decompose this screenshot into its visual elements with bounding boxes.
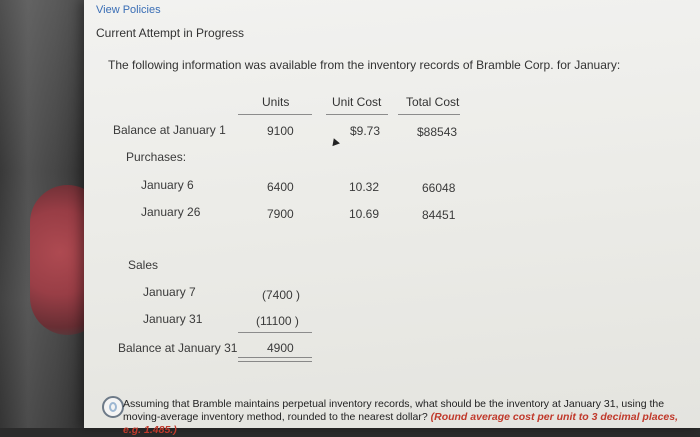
units-header-rule (238, 114, 312, 115)
balance-jan1-total-cost: $88543 (417, 125, 458, 139)
total-cost-header: Total Cost (406, 95, 460, 109)
question-line-2 (123, 411, 693, 437)
help-icon[interactable] (102, 396, 124, 418)
problem-intro: The following information was available from the inventory records of Bramble Corp. for January: (108, 58, 621, 72)
jan26-unit-cost: 10.69 (349, 207, 380, 221)
rounding-instruction: (Round average cost per unit to 3 decimal places, e.g. 1.485.) (123, 411, 679, 436)
unit-cost-header-rule (326, 114, 388, 115)
balance-jan1-unit-cost: $9.73 (350, 124, 381, 138)
jan6-units: 6400 (267, 180, 294, 194)
unit-cost-header: Unit Cost (332, 95, 382, 109)
purchases-label: Purchases: (126, 150, 187, 164)
jan6-unit-cost: 10.32 (349, 180, 380, 194)
balance-jan1-units: 9100 (267, 124, 294, 138)
jan6-total-cost: 66048 (422, 181, 456, 195)
jan31-label: January 31 (143, 312, 203, 326)
question-line-1: Assuming that Bramble maintains perpetual inventory records, what should be the inventory at January 31, using the (123, 398, 665, 410)
sales-label: Sales (128, 258, 159, 272)
jan26-total-cost: 84451 (422, 208, 456, 222)
jan7-label: January 7 (143, 285, 196, 299)
question-text (123, 398, 693, 437)
attempt-status: Current Attempt in Progress (96, 26, 245, 40)
jan26-label: January 26 (141, 205, 201, 219)
balance-jan31-units: 4900 (267, 341, 294, 355)
units-header: Units (262, 95, 290, 109)
balance-jan1-label: Balance at January 1 (113, 123, 226, 137)
question-page (84, 0, 700, 436)
jan7-units: (7400 ) (262, 288, 301, 302)
sales-total-rule (238, 332, 312, 333)
balance-jan31-double-rule (238, 357, 312, 362)
total-cost-header-rule (398, 114, 460, 115)
balance-jan31-label: Balance at January 31 (118, 341, 238, 355)
question-line-2-text: moving-average inventory method, rounded to the nearest dollar? (123, 411, 428, 423)
jan31-units: (11100 ) (256, 314, 299, 328)
jan26-units: 7900 (267, 207, 294, 221)
cursor-icon (330, 137, 340, 146)
view-policies-link[interactable]: View Policies (96, 4, 161, 16)
jan6-label: January 6 (141, 178, 194, 192)
